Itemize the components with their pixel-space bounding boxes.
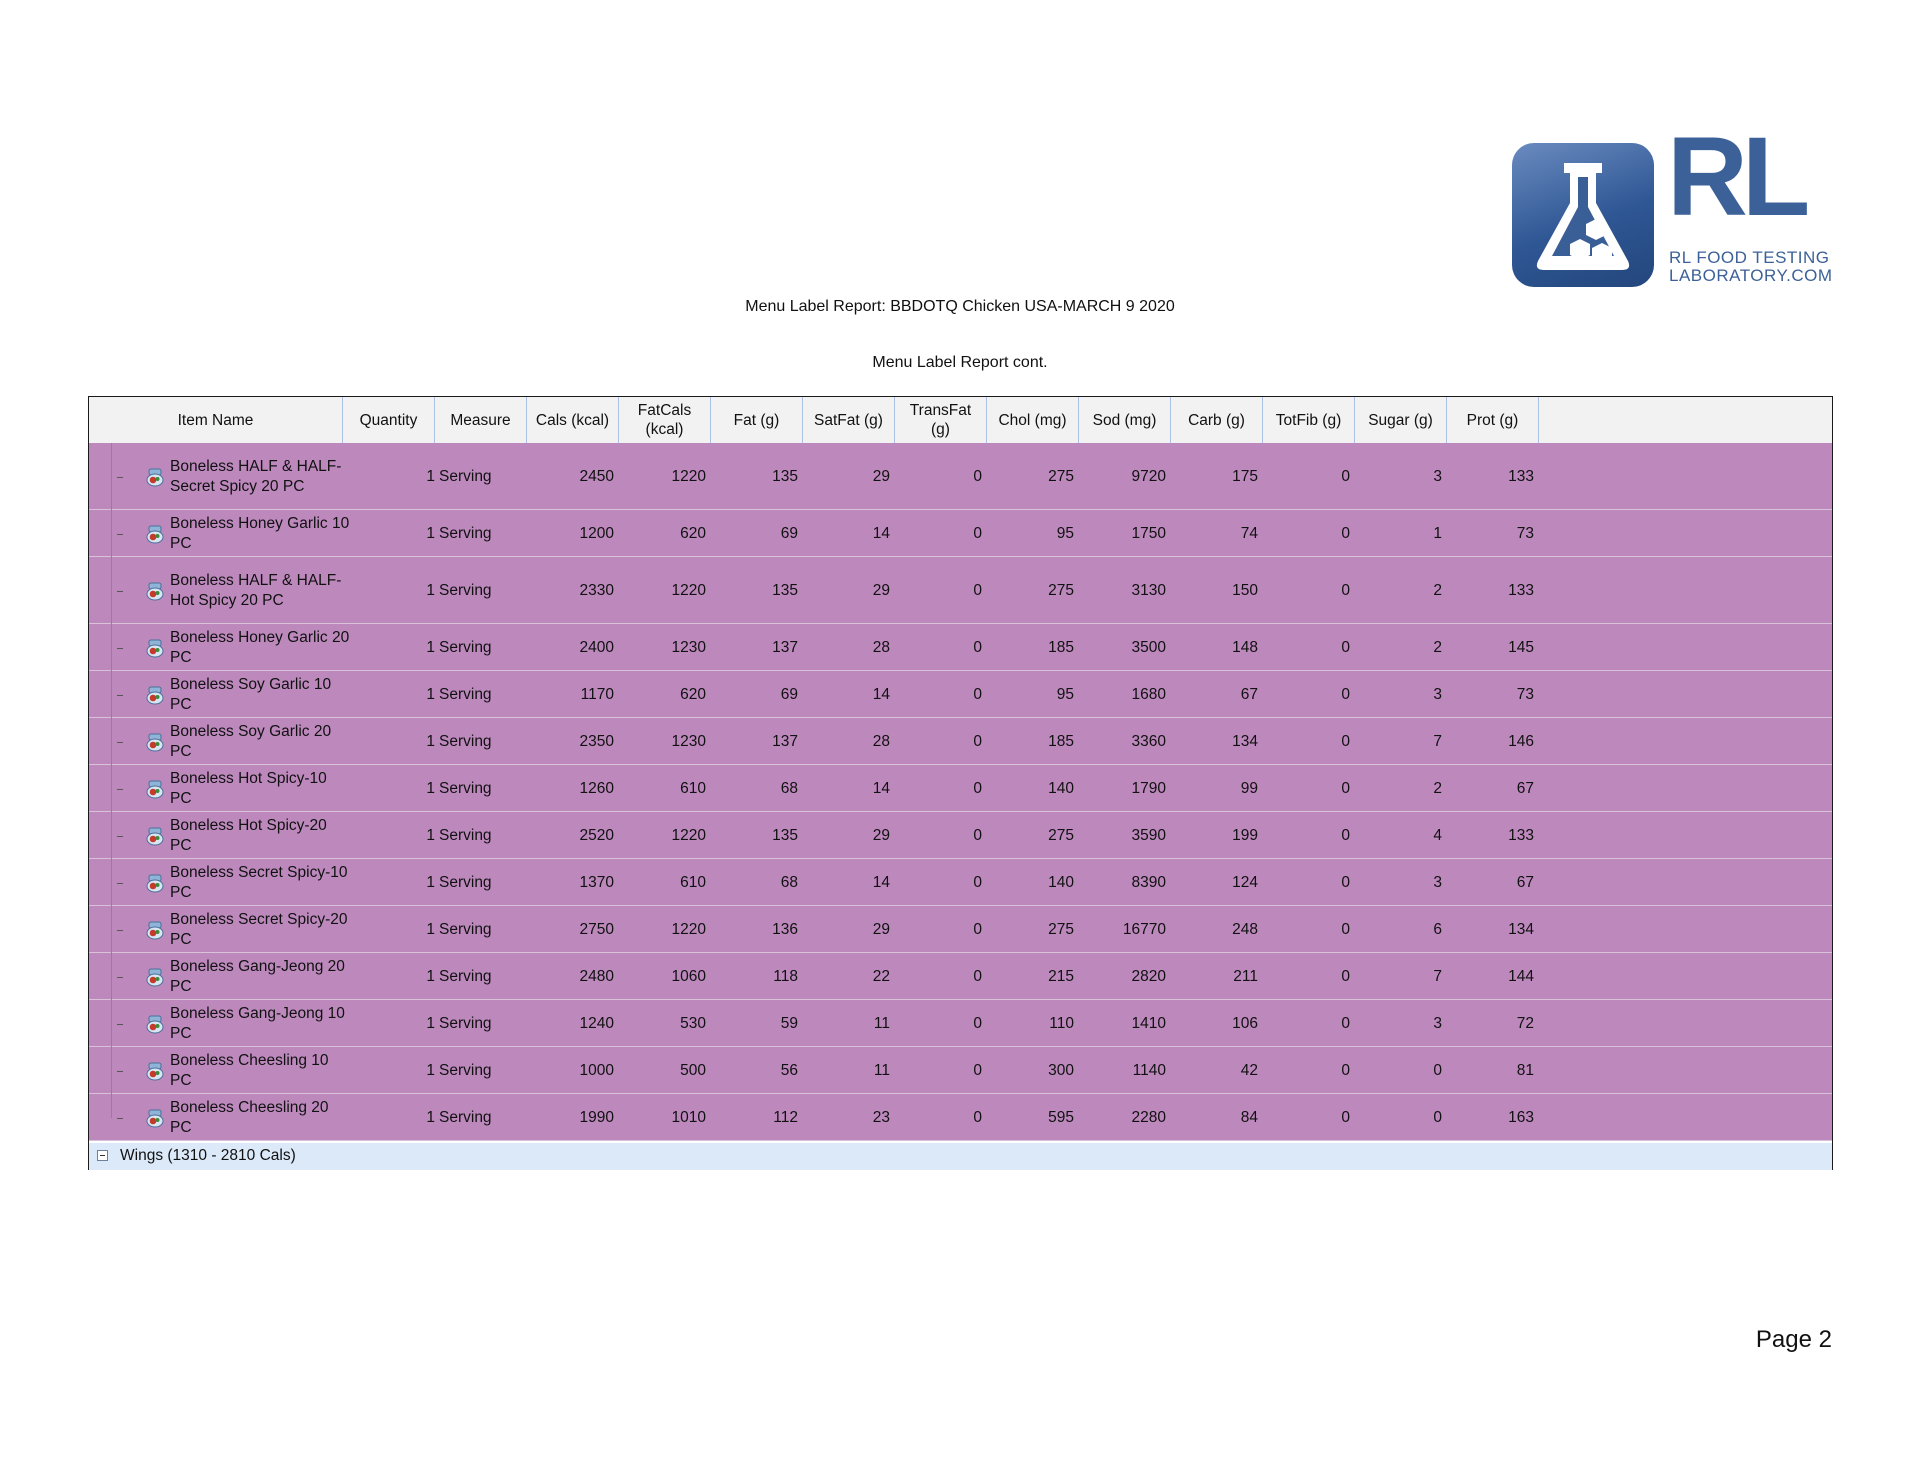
tree-tick (117, 695, 123, 696)
col-quantity[interactable]: Quantity (343, 397, 435, 443)
cell-sugar: 2 (1433, 780, 1442, 797)
cell-carb: 67 (1240, 686, 1258, 703)
cell-cals: 2450 (579, 468, 614, 485)
cell-totfib: 0 (1341, 827, 1350, 844)
group-row-wings[interactable] (89, 1143, 1832, 1170)
cell-prot: 67 (1516, 874, 1534, 891)
cell-carb: 84 (1240, 1109, 1258, 1126)
cell-fatcals: 1230 (671, 639, 706, 656)
item-name: Boneless HALF & HALF-Hot Spicy 20 PC (170, 572, 342, 609)
cell-cals: 2750 (579, 921, 614, 938)
cell-chol: 275 (1048, 582, 1074, 599)
cell-fat: 135 (772, 582, 798, 599)
cell-measure: Serving (439, 525, 492, 542)
cell-fat: 56 (780, 1062, 798, 1079)
flask-icon (1512, 143, 1654, 287)
item-name: Boneless Hot Spicy-20 PC (170, 817, 327, 854)
cell-sugar: 7 (1433, 733, 1442, 750)
item-name: Boneless Cheesling 10 PC (170, 1052, 329, 1089)
cell-prot: 144 (1508, 968, 1534, 985)
cell-quantity: 1 (426, 968, 435, 985)
cell-satfat: 14 (872, 874, 890, 891)
cell-sod: 1680 (1131, 686, 1166, 703)
cell-cals: 1990 (579, 1109, 614, 1126)
cell-satfat: 29 (872, 827, 890, 844)
cell-satfat: 28 (872, 733, 890, 750)
cell-satfat: 28 (872, 639, 890, 656)
col-satfat[interactable]: SatFat (g) (803, 397, 895, 443)
cell-fatcals: 1220 (671, 468, 706, 485)
tree-tick (117, 977, 123, 978)
cell-fatcals: 1010 (671, 1109, 706, 1126)
col-prot[interactable]: Prot (g) (1447, 397, 1539, 443)
logo-tagline-1: RL FOOD TESTING (1669, 248, 1830, 267)
cell-chol: 110 (1049, 1015, 1074, 1032)
tree-tick (117, 591, 123, 592)
cell-quantity: 1 (426, 1062, 435, 1079)
food-item-icon (145, 733, 165, 752)
cell-carb: 150 (1232, 582, 1258, 599)
cell-measure: Serving (439, 686, 492, 703)
tree-tick (117, 534, 123, 535)
col-cals[interactable]: Cals (kcal) (527, 397, 619, 443)
cell-totfib: 0 (1341, 639, 1350, 656)
cell-fatcals: 610 (680, 780, 706, 797)
cell-transfat: 0 (973, 525, 982, 542)
cell-measure: Serving (439, 1015, 492, 1032)
cell-sod: 1140 (1132, 1062, 1166, 1079)
cell-fatcals: 530 (680, 1015, 706, 1032)
cell-chol: 215 (1048, 968, 1074, 985)
table-row[interactable] (89, 859, 1832, 906)
cell-totfib: 0 (1341, 780, 1350, 797)
cell-cals: 1370 (579, 874, 614, 891)
tree-connector (111, 859, 112, 906)
item-name: Boneless Hot Spicy-10 PC (170, 770, 327, 807)
tree-connector (111, 443, 112, 510)
cell-carb: 134 (1232, 733, 1258, 750)
cell-sod: 3130 (1131, 582, 1166, 599)
food-item-icon (145, 639, 165, 658)
cell-prot: 67 (1516, 780, 1534, 797)
cell-cals: 2400 (579, 639, 614, 656)
food-item-icon (145, 468, 165, 487)
tree-connector (111, 765, 112, 812)
cell-transfat: 0 (973, 921, 982, 938)
cell-sugar: 3 (1433, 686, 1442, 703)
cell-prot: 145 (1508, 639, 1534, 656)
cell-chol: 185 (1048, 733, 1074, 750)
report-title: Menu Label Report: BBDOTQ Chicken USA-MARCH 9 2020 (745, 298, 1175, 315)
table-row[interactable] (89, 812, 1832, 859)
group-label: Wings (1310 - 2810 Cals) (120, 1147, 296, 1164)
cell-carb: 248 (1232, 921, 1258, 938)
cell-prot: 72 (1516, 1015, 1534, 1032)
col-chol[interactable]: Chol (mg) (987, 397, 1079, 443)
cell-totfib: 0 (1341, 468, 1350, 485)
tree-connector (111, 1094, 112, 1118)
cell-transfat: 0 (973, 686, 982, 703)
cell-measure: Serving (439, 968, 492, 985)
tree-tick (117, 1071, 123, 1072)
table-row[interactable] (89, 624, 1832, 671)
nutrition-table (88, 396, 1833, 1170)
cell-quantity: 1 (426, 686, 435, 703)
cell-totfib: 0 (1341, 1062, 1350, 1079)
tree-connector (111, 953, 112, 1000)
col-fat[interactable]: Fat (g) (711, 397, 803, 443)
cell-sod: 8390 (1131, 874, 1166, 891)
cell-measure: Serving (439, 468, 492, 485)
cell-quantity: 1 (426, 733, 435, 750)
cell-satfat: 11 (873, 1015, 890, 1032)
cell-quantity: 1 (426, 1015, 435, 1032)
cell-fatcals: 610 (680, 874, 706, 891)
cell-satfat: 11 (873, 1062, 890, 1079)
cell-totfib: 0 (1341, 921, 1350, 938)
cell-chol: 140 (1048, 780, 1074, 797)
cell-carb: 175 (1232, 468, 1258, 485)
cell-satfat: 29 (872, 921, 890, 938)
cell-totfib: 0 (1341, 1015, 1350, 1032)
table-row[interactable] (89, 953, 1832, 1000)
tree-connector (111, 557, 112, 624)
table-row[interactable] (89, 1000, 1832, 1047)
cell-fat: 136 (772, 921, 798, 938)
logo-letters: RL (1667, 114, 1805, 239)
food-item-icon (145, 1062, 165, 1081)
table-row[interactable] (89, 765, 1832, 812)
cell-satfat: 29 (872, 582, 890, 599)
cell-measure: Serving (439, 921, 492, 938)
cell-sugar: 0 (1433, 1062, 1442, 1079)
cell-transfat: 0 (973, 468, 982, 485)
cell-fatcals: 1060 (671, 968, 706, 985)
cell-sod: 3360 (1131, 733, 1166, 750)
cell-carb: 199 (1232, 827, 1258, 844)
cell-carb: 124 (1232, 874, 1258, 891)
cell-sugar: 1 (1433, 525, 1442, 542)
cell-sugar: 4 (1433, 827, 1442, 844)
item-name: Boneless HALF & HALF-Secret Spicy 20 PC (170, 458, 342, 495)
cell-transfat: 0 (973, 1015, 982, 1032)
cell-fatcals: 1230 (671, 733, 706, 750)
cell-measure: Serving (439, 639, 492, 656)
cell-transfat: 0 (973, 780, 982, 797)
cell-fat: 68 (780, 780, 798, 797)
item-name: Boneless Soy Garlic 20 PC (170, 723, 332, 760)
cell-fat: 137 (772, 639, 798, 656)
cell-measure: Serving (439, 733, 492, 750)
food-item-icon (145, 582, 165, 601)
tree-tick (117, 836, 123, 837)
page-number: Page 2 (1755, 1326, 1832, 1353)
cell-satfat: 14 (872, 525, 890, 542)
cell-quantity: 1 (426, 874, 435, 891)
tree-tick (117, 648, 123, 649)
table-header (89, 397, 1832, 444)
cell-chol: 300 (1048, 1062, 1074, 1079)
col-measure[interactable]: Measure (435, 397, 527, 443)
tree-connector (111, 671, 112, 718)
cell-quantity: 1 (426, 921, 435, 938)
cell-chol: 95 (1056, 686, 1074, 703)
cell-fat: 118 (773, 968, 798, 985)
cell-totfib: 0 (1341, 733, 1350, 750)
table-row[interactable] (89, 718, 1832, 765)
col-transfat[interactable]: TransFat (g) (895, 397, 987, 443)
cell-fat: 69 (780, 686, 798, 703)
col-fatcals[interactable]: FatCals (kcal) (619, 397, 711, 443)
col-carb[interactable]: Carb (g) (1171, 397, 1263, 443)
item-name: Boneless Honey Garlic 10 PC (170, 515, 350, 552)
cell-transfat: 0 (973, 582, 982, 599)
cell-totfib: 0 (1341, 525, 1350, 542)
item-name: Boneless Soy Garlic 10 PC (170, 676, 332, 713)
cell-prot: 146 (1508, 733, 1534, 750)
tree-tick (117, 742, 123, 743)
food-item-icon (145, 827, 165, 846)
tree-connector (111, 510, 112, 557)
cell-sod: 1410 (1131, 1015, 1166, 1032)
cell-carb: 211 (1233, 968, 1258, 985)
cell-carb: 42 (1240, 1062, 1258, 1079)
tree-tick (117, 477, 123, 478)
item-name: Boneless Cheesling 20 PC (170, 1099, 329, 1136)
cell-cals: 2350 (579, 733, 614, 750)
cell-totfib: 0 (1341, 686, 1350, 703)
tree-connector (111, 718, 112, 765)
cell-cals: 2480 (579, 968, 614, 985)
cell-sod: 2820 (1131, 968, 1166, 985)
cell-sod: 2280 (1131, 1109, 1166, 1126)
cell-sod: 16770 (1122, 921, 1166, 938)
cell-totfib: 0 (1341, 968, 1350, 985)
cell-transfat: 0 (973, 874, 982, 891)
table-row[interactable] (89, 1094, 1832, 1141)
cell-sugar: 2 (1433, 582, 1442, 599)
cell-fatcals: 1220 (671, 582, 706, 599)
cell-prot: 133 (1508, 582, 1534, 599)
cell-cals: 2520 (579, 827, 614, 844)
tree-tick (117, 789, 123, 790)
cell-chol: 275 (1048, 827, 1074, 844)
cell-chol: 595 (1048, 1109, 1074, 1126)
cell-sugar: 7 (1433, 968, 1442, 985)
item-name: Boneless Gang-Jeong 20 PC (170, 958, 345, 995)
cell-carb: 99 (1240, 780, 1258, 797)
cell-cals: 1200 (579, 525, 614, 542)
col-totfib[interactable]: TotFib (g) (1263, 397, 1355, 443)
food-item-icon (145, 686, 165, 705)
cell-measure: Serving (439, 1062, 492, 1079)
table-row[interactable] (89, 557, 1832, 624)
cell-quantity: 1 (426, 1109, 435, 1126)
tree-tick (117, 930, 123, 931)
rl-logo (1512, 114, 1842, 289)
cell-chol: 140 (1048, 874, 1074, 891)
col-sugar[interactable]: Sugar (g) (1355, 397, 1447, 443)
cell-carb: 148 (1232, 639, 1258, 656)
tree-connector (111, 906, 112, 953)
report-subtitle: Menu Label Report cont. (872, 354, 1048, 371)
tree-tick (117, 883, 123, 884)
cell-cals: 2330 (579, 582, 614, 599)
cell-fatcals: 1220 (671, 827, 706, 844)
cell-sod: 3500 (1131, 639, 1166, 656)
cell-quantity: 1 (426, 582, 435, 599)
cell-fatcals: 500 (680, 1062, 706, 1079)
cell-sugar: 2 (1433, 639, 1442, 656)
food-item-icon (145, 874, 165, 893)
cell-cals: 1000 (579, 1062, 614, 1079)
cell-satfat: 23 (872, 1109, 890, 1126)
cell-fat: 59 (780, 1015, 798, 1032)
cell-sod: 9720 (1131, 468, 1166, 485)
cell-cals: 1240 (579, 1015, 614, 1032)
cell-totfib: 0 (1341, 582, 1350, 599)
cell-sugar: 0 (1433, 1109, 1442, 1126)
cell-satfat: 22 (872, 968, 890, 985)
cell-prot: 133 (1508, 827, 1534, 844)
cell-sod: 1790 (1131, 780, 1166, 797)
cell-transfat: 0 (973, 1062, 982, 1079)
cell-totfib: 0 (1341, 1109, 1350, 1126)
cell-fat: 135 (772, 468, 798, 485)
food-item-icon (145, 1015, 165, 1034)
tree-connector (111, 812, 112, 859)
item-name: Boneless Gang-Jeong 10 PC (170, 1005, 345, 1042)
cell-prot: 81 (1516, 1062, 1534, 1079)
cell-fatcals: 620 (680, 686, 706, 703)
col-item-name[interactable]: Item Name (89, 397, 343, 443)
cell-transfat: 0 (973, 733, 982, 750)
table-row[interactable] (89, 906, 1832, 953)
food-item-icon (145, 525, 165, 544)
cell-chol: 275 (1048, 921, 1074, 938)
cell-measure: Serving (439, 874, 492, 891)
collapse-minus-icon[interactable] (97, 1150, 108, 1161)
col-sod[interactable]: Sod (mg) (1079, 397, 1171, 443)
cell-chol: 185 (1048, 639, 1074, 656)
cell-chol: 275 (1048, 468, 1074, 485)
cell-fatcals: 620 (680, 525, 706, 542)
food-item-icon (145, 780, 165, 799)
cell-sugar: 3 (1433, 468, 1442, 485)
cell-transfat: 0 (973, 827, 982, 844)
table-row[interactable] (89, 1047, 1832, 1094)
food-item-icon (145, 1109, 165, 1128)
cell-fat: 112 (773, 1109, 798, 1126)
item-name: Boneless Honey Garlic 20 PC (170, 629, 350, 666)
cell-sod: 1750 (1131, 525, 1166, 542)
tree-tick (117, 1118, 123, 1119)
food-item-icon (145, 968, 165, 987)
table-row[interactable] (89, 443, 1832, 510)
cell-fat: 69 (780, 525, 798, 542)
cell-prot: 73 (1516, 686, 1534, 703)
cell-quantity: 1 (426, 780, 435, 797)
logo-tagline-2: LABORATORY.COM (1669, 266, 1833, 285)
cell-sod: 3590 (1131, 827, 1166, 844)
cell-measure: Serving (439, 780, 492, 797)
tree-connector (111, 624, 112, 671)
cell-measure: Serving (439, 1109, 492, 1126)
food-item-icon (145, 921, 165, 940)
cell-quantity: 1 (426, 468, 435, 485)
cell-prot: 73 (1516, 525, 1534, 542)
cell-sugar: 6 (1433, 921, 1442, 938)
tree-connector (111, 1000, 112, 1047)
cell-transfat: 0 (973, 1109, 982, 1126)
tree-tick (117, 1024, 123, 1025)
cell-sugar: 3 (1433, 874, 1442, 891)
cell-fat: 137 (772, 733, 798, 750)
cell-satfat: 14 (872, 780, 890, 797)
cell-measure: Serving (439, 827, 492, 844)
cell-carb: 106 (1232, 1015, 1258, 1032)
cell-transfat: 0 (973, 639, 982, 656)
cell-prot: 134 (1508, 921, 1534, 938)
cell-measure: Serving (439, 582, 492, 599)
cell-quantity: 1 (426, 525, 435, 542)
cell-cals: 1260 (579, 780, 614, 797)
cell-satfat: 14 (872, 686, 890, 703)
cell-sugar: 3 (1433, 1015, 1442, 1032)
cell-transfat: 0 (973, 968, 982, 985)
tree-connector (111, 1047, 112, 1094)
cell-cals: 1170 (580, 686, 614, 703)
item-name: Boneless Secret Spicy-10 PC (170, 864, 348, 901)
table-row[interactable] (89, 671, 1832, 718)
cell-satfat: 29 (872, 468, 890, 485)
cell-quantity: 1 (426, 827, 435, 844)
cell-prot: 163 (1508, 1109, 1534, 1126)
item-name: Boneless Secret Spicy-20 PC (170, 911, 348, 948)
cell-fatcals: 1220 (671, 921, 706, 938)
cell-fat: 68 (780, 874, 798, 891)
cell-totfib: 0 (1341, 874, 1350, 891)
cell-prot: 133 (1508, 468, 1534, 485)
cell-quantity: 1 (426, 639, 435, 656)
table-row[interactable] (89, 510, 1832, 557)
cell-chol: 95 (1056, 525, 1074, 542)
cell-fat: 135 (772, 827, 798, 844)
cell-carb: 74 (1240, 525, 1258, 542)
